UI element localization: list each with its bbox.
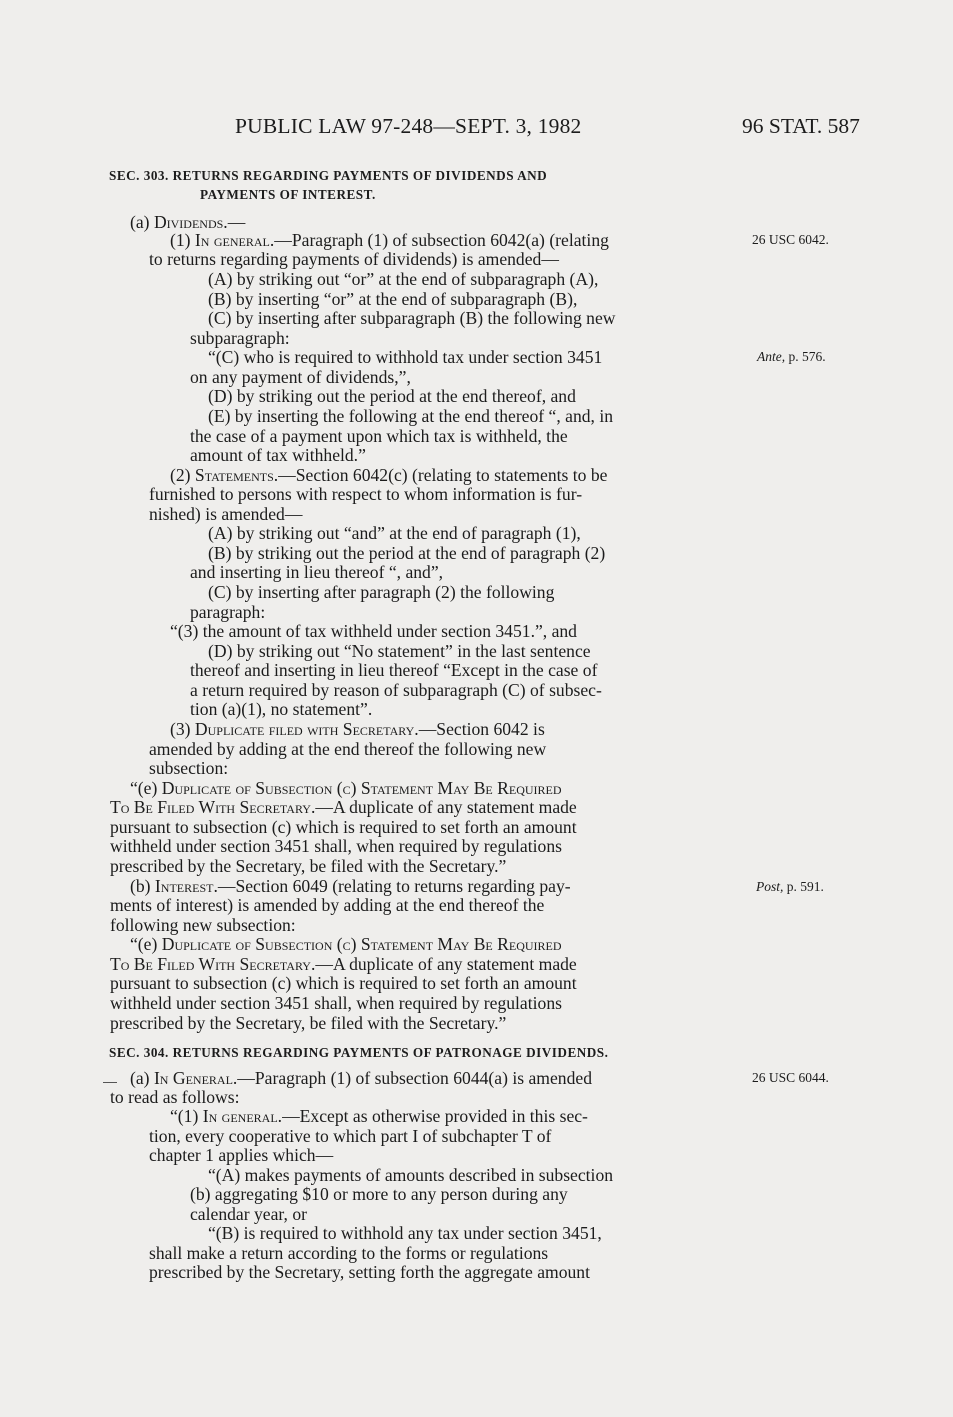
text-line: a return required by reason of subparagraph (C) of subsec- <box>190 680 602 700</box>
text-run: “(e) <box>130 778 162 798</box>
text-line: pursuant to subsection (c) which is required to set forth an amount <box>110 817 577 837</box>
text-run: “(1) <box>170 1106 203 1126</box>
text-line <box>170 465 607 485</box>
text-line: “(A) makes payments of amounts described in subsection <box>208 1165 614 1185</box>
margin-note-ante <box>757 349 826 365</box>
text-line: subsection: <box>149 758 229 778</box>
text-line: amount of tax withheld.” <box>190 445 366 465</box>
text-run: (a) <box>130 1068 154 1088</box>
text-line: (B) by striking out the period at the end of paragraph (2) <box>208 543 606 563</box>
text-line: (b) aggregating $10 or more to any person during any <box>190 1184 568 1204</box>
subsection-a-dividends <box>130 212 245 232</box>
text-line: (E) by inserting the following at the end thereof “, and, in <box>208 406 614 426</box>
text-line: ments of interest) is amended by adding at the end thereof the <box>110 895 545 915</box>
text-line: (A) by striking out “and” at the end of paragraph (1), <box>208 523 581 543</box>
text-line: chapter 1 applies which— <box>149 1145 334 1165</box>
section-304-heading: SEC. 304. RETURNS REGARDING PAYMENTS OF PATRONAGE DIVIDENDS. <box>109 1045 609 1060</box>
text-run: —Paragraph (1) of subsection 6044(a) is amended <box>237 1068 592 1088</box>
text-run: (3) <box>170 719 195 739</box>
text-line: (B) by inserting “or” at the end of subparagraph (B), <box>208 289 578 309</box>
text-run: Interest. <box>154 876 218 896</box>
text-line: withheld under section 3451 shall, when required by regulations <box>110 836 562 856</box>
text-line: paragraph: <box>190 602 266 622</box>
text-line: “(C) who is required to withhold tax under section 3451 <box>208 347 603 367</box>
text-line: subparagraph: <box>190 328 290 348</box>
text-run: (a) <box>130 212 154 232</box>
text-run: Dividends.— <box>153 212 246 232</box>
text-run: “(e) <box>130 934 162 954</box>
text-line: “(3) the amount of tax withheld under section 3451.”, and <box>170 621 577 641</box>
text-line: (D) by striking out the period at the end thereof, and <box>208 386 576 406</box>
text-line: nished) is amended— <box>149 504 303 524</box>
subsection-b-interest <box>130 876 571 896</box>
text-run: In general. <box>194 230 275 250</box>
text-line <box>170 230 609 250</box>
text-line: thereof and inserting in lieu thereof “Except in the case of <box>190 660 598 680</box>
text-run: Duplicate filed with Secretary. <box>194 719 419 739</box>
text-run: (1) <box>170 230 195 250</box>
text-line: to read as follows: <box>110 1087 240 1107</box>
section-303-heading-cont: PAYMENTS OF INTEREST. <box>200 187 376 202</box>
text-line: prescribed by the Secretary, be filed with the Secretary.” <box>110 856 507 876</box>
text-run: Duplicate of Subsection (c) Statement May Be Required <box>161 934 562 954</box>
margin-note-post <box>756 879 824 895</box>
margin-note-ante-page: p. 576. <box>785 349 826 364</box>
text-line: (C) by inserting after subparagraph (B) the following new <box>208 308 616 328</box>
text-run: —A duplicate of any statement made <box>315 797 577 817</box>
text-line: prescribed by the Secretary, be filed with the Secretary.” <box>110 1013 507 1033</box>
page-header-title: PUBLIC LAW 97-248—SEPT. 3, 1982 <box>235 114 582 138</box>
margin-dash-mark <box>103 1082 117 1083</box>
section-303-heading: SEC. 303. RETURNS REGARDING PAYMENTS OF DIVIDENDS AND <box>109 168 548 183</box>
text-line: (A) by striking out “or” at the end of subparagraph (A), <box>208 269 599 289</box>
margin-note-post-italic: Post, <box>756 879 784 894</box>
text-line <box>110 954 577 974</box>
text-line: to returns regarding payments of dividends) is amended— <box>149 249 559 269</box>
margin-note-ante-italic: Ante, <box>757 349 786 364</box>
text-line: tion (a)(1), no statement”. <box>190 699 373 719</box>
text-run: —Except as otherwise provided in this sec- <box>282 1106 588 1126</box>
text-line: withheld under section 3451 shall, when required by regulations <box>110 993 562 1013</box>
text-run: In general. <box>202 1106 283 1126</box>
text-line: on any payment of dividends,”, <box>190 367 411 387</box>
text-line: pursuant to subsection (c) which is required to set forth an amount <box>110 973 577 993</box>
subsection-a-in-general <box>130 1068 592 1088</box>
margin-note-post-page: p. 591. <box>783 879 824 894</box>
text-line: following new subsection: <box>110 915 296 935</box>
text-run: (b) <box>130 876 155 896</box>
text-line: the case of a payment upon which tax is withheld, the <box>190 426 568 446</box>
text-line <box>170 1106 588 1126</box>
text-line: shall make a return according to the forms or regulations <box>149 1243 549 1263</box>
text-line <box>130 778 562 798</box>
text-line: “(B) is required to withhold any tax under section 3451, <box>208 1223 602 1243</box>
text-run: To Be Filed With Secretary. <box>110 797 316 817</box>
text-run: To Be Filed With Secretary. <box>110 954 316 974</box>
text-run: (2) <box>170 465 195 485</box>
text-line: prescribed by the Secretary, setting forth the aggregate amount <box>149 1262 590 1282</box>
text-run: Duplicate of Subsection (c) Statement May Be Required <box>161 778 562 798</box>
text-line: (C) by inserting after paragraph (2) the following <box>208 582 555 602</box>
text-run: —Paragraph (1) of subsection 6042(a) (relating <box>274 230 609 250</box>
text-line: tion, every cooperative to which part I of subchapter T of <box>149 1126 552 1146</box>
text-run: —Section 6042 is <box>418 719 545 739</box>
text-line: calendar year, or <box>190 1204 307 1224</box>
text-line <box>130 934 562 954</box>
text-line: and inserting in lieu thereof “, and”, <box>190 562 444 582</box>
text-line: (D) by striking out “No statement” in the last sentence <box>208 641 591 661</box>
margin-note-26-usc-6044: 26 USC 6044. <box>752 1070 829 1085</box>
text-line: furnished to persons with respect to whom information is fur- <box>149 484 583 504</box>
text-run: In General. <box>153 1068 238 1088</box>
page-header-stat: 96 STAT. 587 <box>742 114 860 138</box>
text-line <box>170 719 545 739</box>
text-run: —A duplicate of any statement made <box>315 954 577 974</box>
text-run: —Section 6049 (relating to returns regarding pay- <box>217 876 571 896</box>
text-line <box>110 797 577 817</box>
margin-note-26-usc-6042: 26 USC 6042. <box>752 232 829 247</box>
text-run: —Section 6042(c) (relating to statements to be <box>278 465 608 485</box>
text-line: amended by adding at the end thereof the following new <box>149 739 547 759</box>
text-run: Statements. <box>194 465 279 485</box>
